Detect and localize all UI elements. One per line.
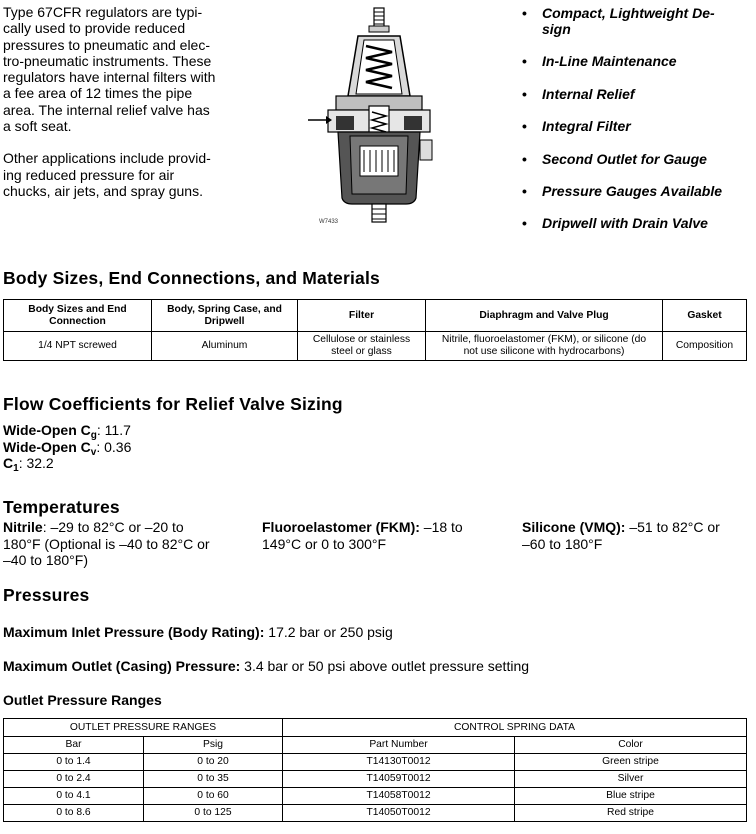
intro-text bbox=[3, 4, 231, 215]
table-cell: 0 to 1.4 bbox=[4, 754, 144, 771]
table-cell: T14050T0012 bbox=[283, 805, 515, 822]
bullet-icon: • bbox=[522, 53, 527, 70]
table-cell: 0 to 35 bbox=[144, 771, 283, 788]
body-sizes-heading: Body Sizes, End Connections, and Materials bbox=[3, 268, 380, 288]
feature-item: • In-Line Maintenance bbox=[522, 53, 677, 70]
table-cell: Blue stripe bbox=[515, 788, 747, 805]
table-row bbox=[4, 771, 747, 788]
c1-line: $C_1$: 32.2 bbox=[3, 455, 54, 474]
table-row bbox=[4, 788, 747, 805]
table-cell: 0 to 8.6 bbox=[4, 805, 144, 822]
cg-line: Wide-Open $C_g$: 11.7 bbox=[3, 422, 131, 441]
flow-heading: Flow Coefficients for Relief Valve Sizing bbox=[3, 394, 343, 414]
max-inlet-pressure: Maximum Inlet Pressure (Body Rating): 17.2 bar or 250 psig bbox=[3, 624, 393, 640]
group-header: OUTLET PRESSURE RANGES bbox=[4, 719, 283, 737]
table-cell: T14059T0012 bbox=[283, 771, 515, 788]
table-cell: Cellulose or stainless steel or glass bbox=[298, 332, 426, 361]
body-sizes-table bbox=[3, 299, 747, 361]
feature-item: • Compact, Lightweight De- sign bbox=[522, 5, 715, 37]
intro-paragraph-2: Other applications include provid- ing reduced pressure for air chucks, air jets, and spray guns. bbox=[3, 150, 211, 199]
bullet-icon: • bbox=[522, 118, 527, 135]
feature-item: • Second Outlet for Gauge bbox=[522, 150, 707, 167]
intro-paragraph-1: Type 67CFR regulators are typi- cally used to provide reduced pressures to pneumatic and elec- tro-pneumatic instruments. These regulators have internal filters with a fee area of 12 times the pipe area. The internal relief valve has a soft seat. bbox=[3, 4, 216, 135]
temp-nitrile: Nitrile: –29 to 82°C or –20 to 180°F (Optional is –40 to 82°C or –40 to 180°F) bbox=[3, 519, 210, 568]
flow-coefficients bbox=[3, 422, 131, 472]
table-header-row bbox=[4, 737, 747, 754]
table-cell: T14130T0012 bbox=[283, 754, 515, 771]
column-header: Psig bbox=[144, 737, 283, 754]
outlet-ranges-heading: Outlet Pressure Ranges bbox=[3, 692, 162, 708]
column-header: Color bbox=[515, 737, 747, 754]
bullet-icon: • bbox=[522, 150, 527, 167]
max-outlet-pressure: Maximum Outlet (Casing) Pressure: 3.4 bar or 50 psi above outlet pressure setting bbox=[3, 658, 530, 674]
table-cell: Silver bbox=[515, 771, 747, 788]
column-header: Filter bbox=[298, 300, 426, 332]
bullet-icon: • bbox=[522, 5, 527, 21]
figure-label: W7433 bbox=[319, 219, 339, 225]
table-row bbox=[4, 754, 747, 771]
column-header: Body, Spring Case, and Dripwell bbox=[152, 300, 298, 332]
table-cell: Green stripe bbox=[515, 754, 747, 771]
table-cell: Nitrile, fluoroelastomer (FKM), or silicone (do not use silicone with hydrocarbons) bbox=[426, 332, 663, 361]
temp-silicone: Silicone (VMQ): –51 to 82°C or –60 to 180°F bbox=[522, 519, 720, 552]
table-cell: 0 to 4.1 bbox=[4, 788, 144, 805]
feature-list bbox=[520, 5, 756, 248]
table-cell: T14058T0012 bbox=[283, 788, 515, 805]
temperatures-heading: Temperatures bbox=[3, 497, 120, 517]
table-cell: Composition bbox=[663, 332, 747, 361]
feature-item: • Integral Filter bbox=[522, 118, 631, 135]
table-cell: 0 to 2.4 bbox=[4, 771, 144, 788]
table-row bbox=[4, 805, 747, 822]
bullet-icon: • bbox=[522, 215, 527, 232]
feature-item: • Internal Relief bbox=[522, 85, 635, 102]
regulator-cross-section-icon bbox=[306, 6, 456, 232]
outlet-ranges-table bbox=[3, 718, 747, 822]
bullet-icon: • bbox=[522, 85, 527, 102]
table-group-header-row bbox=[4, 719, 747, 737]
table-row bbox=[4, 332, 747, 361]
table-cell: 1/4 NPT screwed bbox=[4, 332, 152, 361]
pressures-heading: Pressures bbox=[3, 585, 90, 605]
table-cell: 0 to 20 bbox=[144, 754, 283, 771]
column-header: Part Number bbox=[283, 737, 515, 754]
table-cell: Aluminum bbox=[152, 332, 298, 361]
table-header-row bbox=[4, 300, 747, 332]
column-header: Gasket bbox=[663, 300, 747, 332]
column-header: Body Sizes and End Connection bbox=[4, 300, 152, 332]
column-header: Diaphragm and Valve Plug bbox=[426, 300, 663, 332]
temp-fkm: Fluoroelastomer (FKM): –18 to 149°C or 0 to 300°F bbox=[262, 519, 463, 552]
column-header: Bar bbox=[4, 737, 144, 754]
feature-item: • Dripwell with Drain Valve bbox=[522, 215, 708, 232]
cv-line: Wide-Open $C_v$: 0.36 bbox=[3, 438, 132, 458]
table-cell: 0 to 60 bbox=[144, 788, 283, 805]
table-cell: Red stripe bbox=[515, 805, 747, 822]
feature-item: • Pressure Gauges Available bbox=[522, 182, 723, 199]
group-header: CONTROL SPRING DATA bbox=[283, 719, 747, 737]
table-cell: 0 to 125 bbox=[144, 805, 283, 822]
bullet-icon: • bbox=[522, 182, 527, 199]
